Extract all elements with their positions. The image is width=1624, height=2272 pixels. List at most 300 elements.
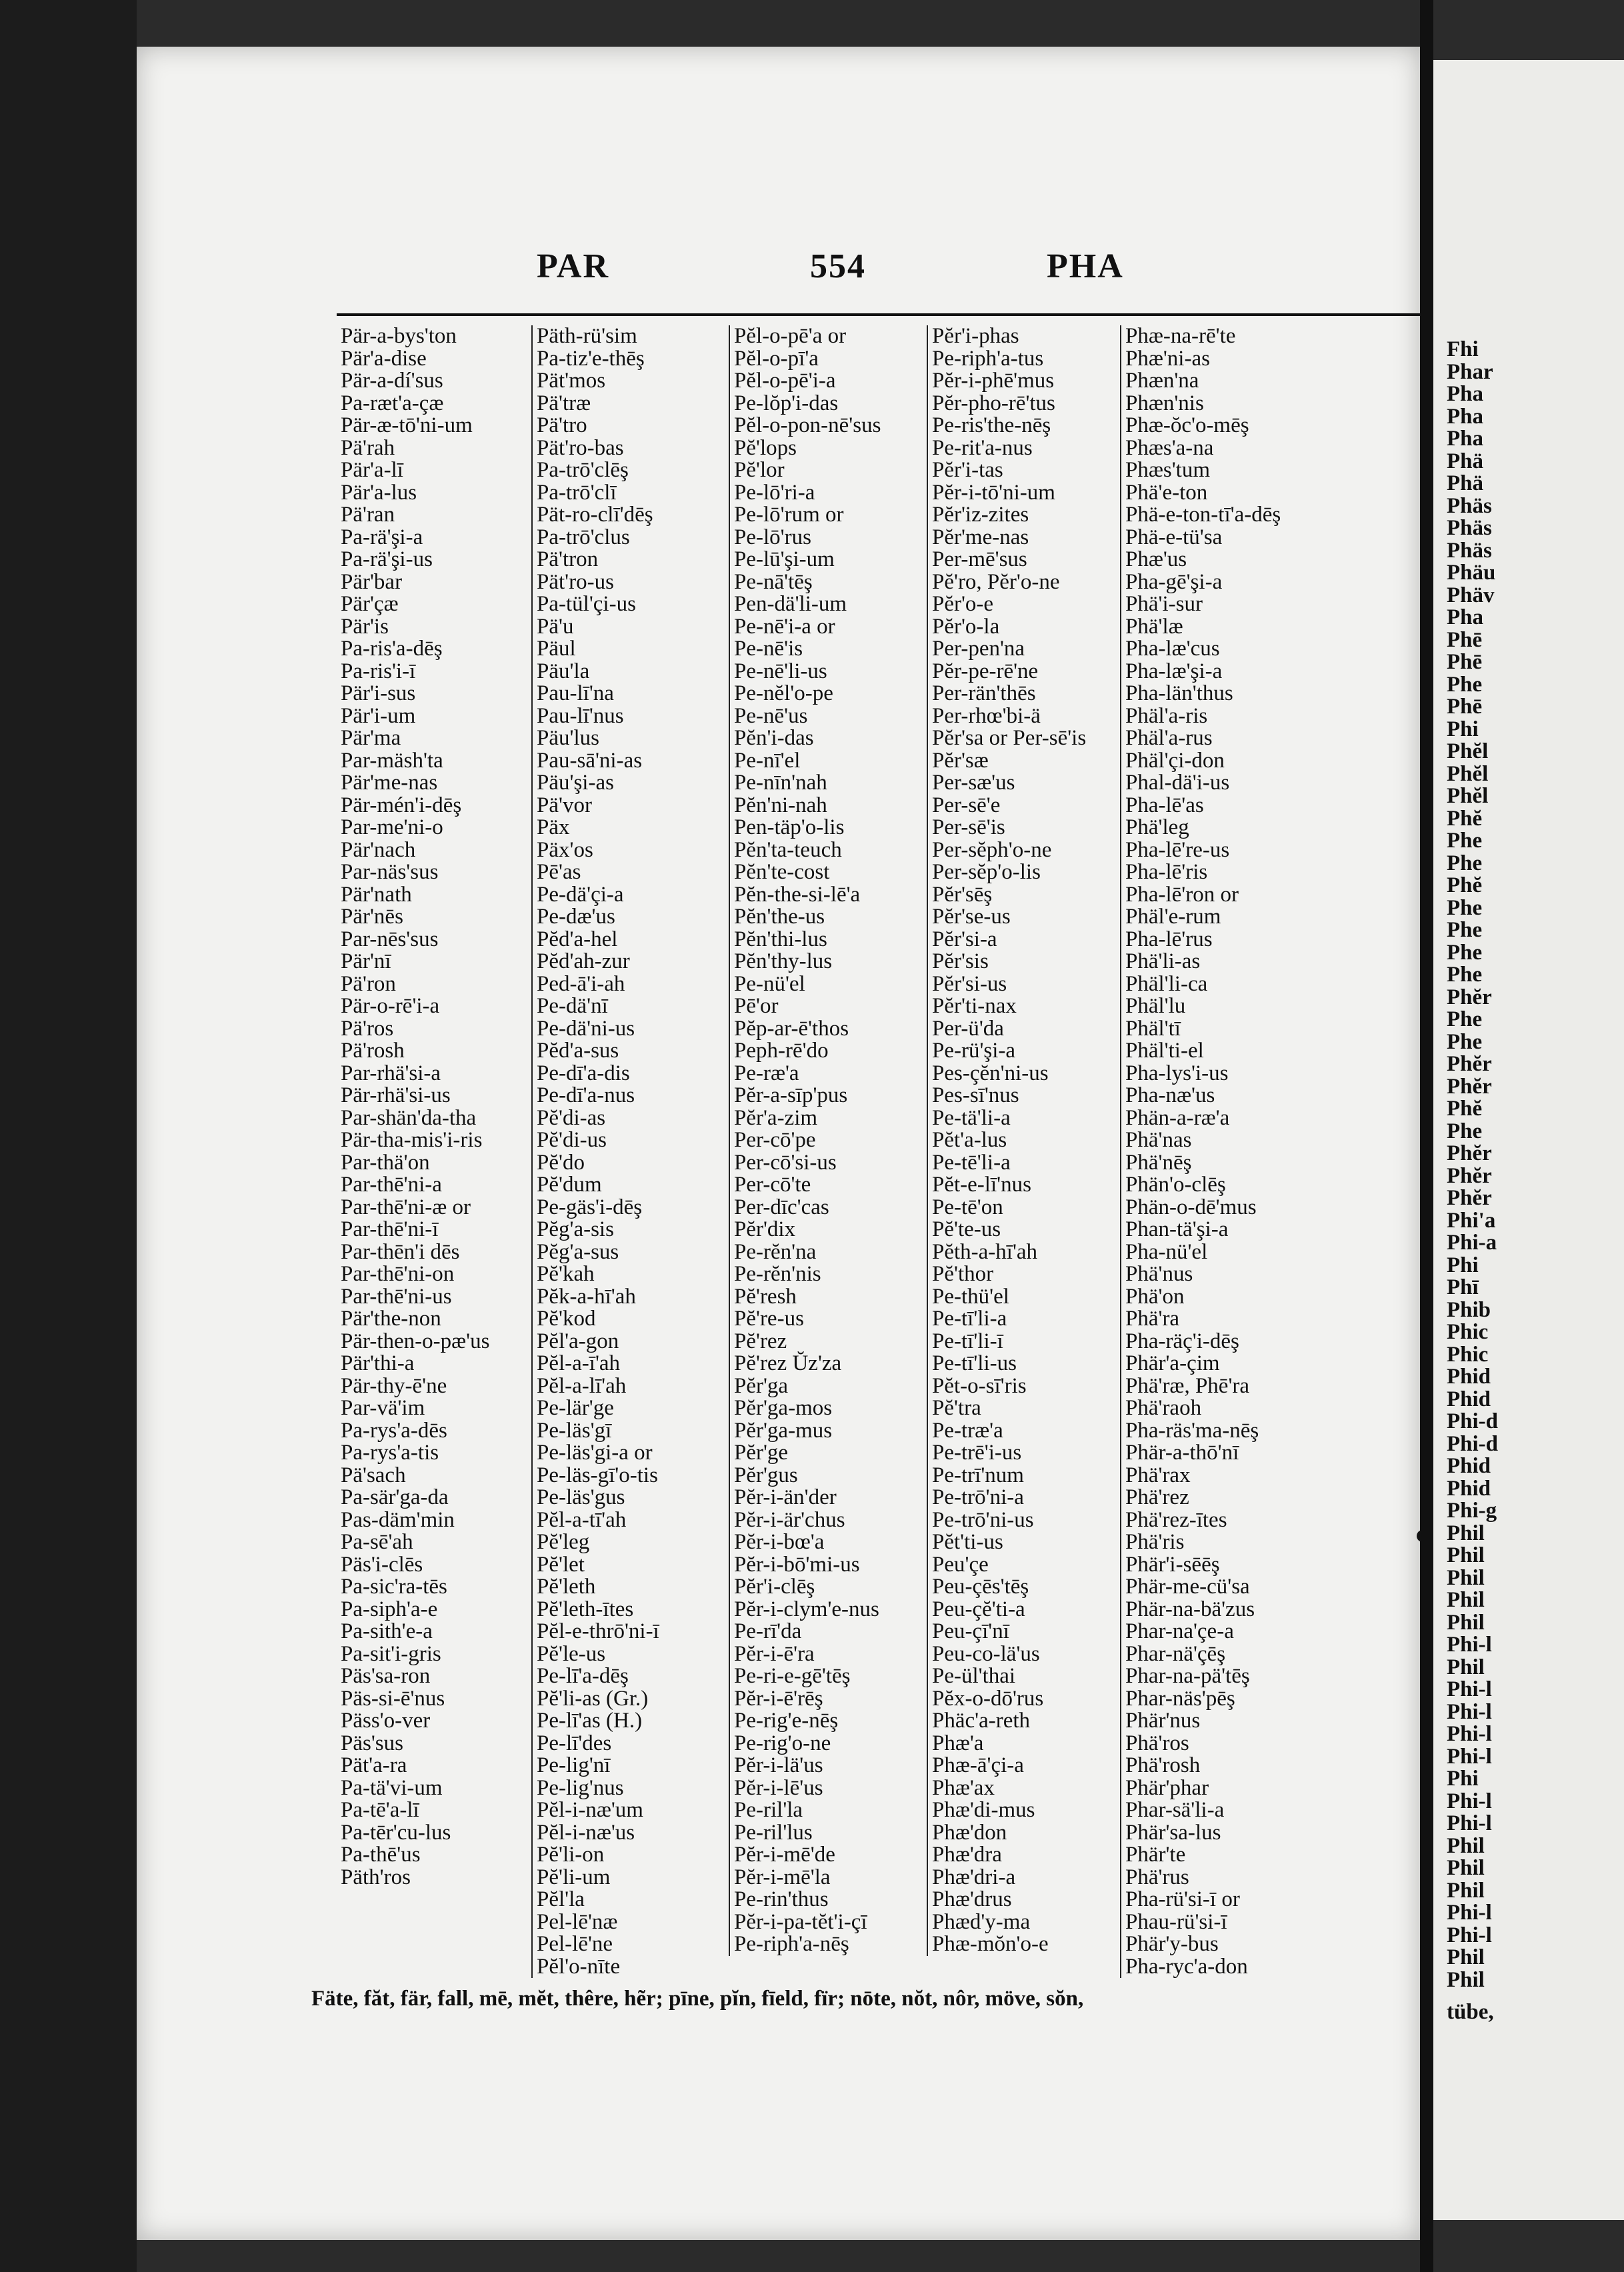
dictionary-entry: Pe-trē'i-us — [932, 1441, 1022, 1465]
dictionary-entry: Phär'y-bus — [1125, 1932, 1219, 1956]
dictionary-entry: Phä'ræ, Phē'ra — [1125, 1373, 1250, 1398]
right-page-entry: Phil — [1447, 1967, 1485, 1992]
dictionary-entry: Pĕ'li-as (Gr.) — [537, 1686, 649, 1711]
dictionary-entry: Pa-rä'şi-a — [341, 525, 423, 549]
dictionary-entry: Phä-e-ton-tī'a-dēş — [1125, 503, 1281, 527]
dictionary-entry: Pe-lū'şi-um — [734, 547, 835, 571]
dictionary-entry: Pĕl-a-lī'ah — [537, 1373, 627, 1398]
dictionary-entry: Pĕn'ni-nah — [734, 793, 827, 817]
dictionary-entry: Pĕr-i-ē'rēş — [734, 1686, 823, 1711]
right-page-footer: tübe, — [1447, 2000, 1494, 2024]
dictionary-entry: Pĕr-i-än'der — [734, 1485, 837, 1509]
dictionary-entry: Pĕn'the-us — [734, 905, 825, 929]
dictionary-entry: Pä'vor — [537, 793, 592, 817]
right-page-entry: Phä — [1447, 449, 1484, 473]
dictionary-entry: Pĕp-ar-ē'thos — [734, 1016, 849, 1041]
dictionary-entry: Per-sē'e — [932, 793, 1001, 817]
dictionary-entry: Pha-räç'i-dēş — [1125, 1329, 1239, 1353]
dictionary-entry: Peu-çēs'tēş — [932, 1575, 1029, 1599]
dictionary-entry: Peu-co-lä'us — [932, 1641, 1040, 1666]
dictionary-entry: Pa-trō'clī — [537, 480, 617, 505]
dictionary-entry: Par-rhä'si-a — [341, 1061, 441, 1085]
dictionary-entry: Par-thē'ni-ī — [341, 1217, 439, 1241]
dictionary-entry: Peu'çe — [932, 1552, 989, 1577]
dictionary-entry: Pa-tēr'cu-lus — [341, 1820, 451, 1845]
dictionary-entry: Pĕ'kod — [537, 1307, 596, 1331]
dictionary-entry: Päx — [537, 815, 570, 839]
dictionary-entry: Pa-tül'çi-us — [537, 592, 636, 616]
dictionary-entry: Pa-tiz'e-thēş — [537, 346, 645, 371]
dictionary-entry: Phæ-ā'çi-a — [932, 1753, 1024, 1777]
dictionary-entry: Pe-dī'a-nus — [537, 1083, 635, 1107]
right-page-entry: Phid — [1447, 1476, 1491, 1501]
dictionary-entry: Pau-lī'nus — [537, 703, 624, 728]
dictionary-entry: Pe-nī'el — [734, 748, 801, 773]
dictionary-entry: Pĕr-i-ē'ra — [734, 1641, 815, 1666]
dictionary-entry: Pa-tä'vi-um — [341, 1775, 443, 1800]
right-page-entry: Phil — [1447, 1565, 1485, 1590]
dictionary-entry: Päss'o-ver — [341, 1709, 431, 1733]
dictionary-entry: Pha-rü'si-ī or — [1125, 1887, 1240, 1911]
scan-dark-margin — [0, 0, 137, 2272]
dictionary-entry: Par-näs'sus — [341, 860, 439, 884]
dictionary-entry: Pĕ'ro, Pĕr'o-ne — [932, 569, 1060, 594]
dictionary-entry: Pe-trō'ni-a — [932, 1485, 1024, 1509]
right-page-entry: Phĕr — [1447, 1074, 1492, 1099]
dictionary-entry: Pe-ræ'a — [734, 1061, 799, 1085]
dictionary-entry: Phäc'a-reth — [932, 1709, 1031, 1733]
dictionary-entry: Pĕ'let — [537, 1552, 585, 1577]
dictionary-entry: Pĕr'o-e — [932, 592, 994, 616]
dictionary-entry: Pē'or — [734, 994, 779, 1018]
dictionary-entry: Pe-nē'li-us — [734, 659, 827, 683]
dictionary-entry: Per-sĕp'o-lis — [932, 860, 1041, 884]
dictionary-entry: Pe-ril'lus — [734, 1820, 813, 1845]
dictionary-entry: Pär'me-nas — [341, 771, 438, 795]
dictionary-entry: Pĕl'o-nīte — [537, 1954, 621, 1979]
dictionary-entry: Pĕr-i-lē'us — [734, 1775, 823, 1800]
dictionary-entry: Pe-gäs'i-dēş — [537, 1195, 643, 1219]
dictionary-entry: Pen-täp'o-lis — [734, 815, 845, 839]
dictionary-entry: Pĕr-pho-rē'tus — [932, 391, 1055, 415]
dictionary-entry: Pe-tī'li-us — [932, 1351, 1017, 1375]
right-page-entry: Phib — [1447, 1297, 1491, 1322]
dictionary-entry: Phæ'a — [932, 1731, 984, 1755]
dictionary-entry: Phär'te — [1125, 1843, 1186, 1867]
dictionary-entry: Phä'ra — [1125, 1307, 1180, 1331]
dictionary-entry: Pĕ'kah — [537, 1262, 595, 1286]
right-page-entry: Pha — [1447, 427, 1484, 451]
right-page-entry: Phi-l — [1447, 1744, 1492, 1769]
dictionary-entry: Pe-lig'nī — [537, 1753, 611, 1777]
dictionary-entry: Pe-nē'is — [734, 637, 803, 661]
dictionary-entry: Pär-tha-mis'i-ris — [341, 1128, 483, 1152]
header-guide-word-right: PHA — [1047, 247, 1124, 285]
dictionary-entry: Phar-sä'li-a — [1125, 1798, 1225, 1822]
dictionary-entry: Pĕr'sa or Per-sē'is — [932, 726, 1087, 750]
right-page-entry: Pha — [1447, 605, 1484, 629]
dictionary-entry: Pe-lŏp'i-das — [734, 391, 839, 415]
dictionary-entry: Pät-ro-clī'dēş — [537, 503, 653, 527]
dictionary-entry: Phär'nus — [1125, 1709, 1201, 1733]
right-page-entry: Phi-l — [1447, 1789, 1492, 1813]
dictionary-entry: Pĕr'ga-mos — [734, 1396, 833, 1420]
dictionary-entry: Pĕl-o-pē'i-a — [734, 369, 836, 393]
dictionary-entry: Pär'is — [341, 614, 389, 639]
right-page-entry: Phil — [1447, 1588, 1485, 1612]
right-page-entry: Phē — [1447, 627, 1483, 652]
right-page-column — [1447, 339, 1620, 1991]
dictionary-entry: Pĕr-a-sīp'pus — [734, 1083, 848, 1107]
dictionary-entry: Per-cō'pe — [734, 1128, 816, 1152]
dictionary-entry: Pa-rä'şi-us — [341, 547, 433, 571]
right-page-entry: Phe — [1447, 851, 1483, 875]
dictionary-entry: Phä'ris — [1125, 1530, 1185, 1554]
right-page-entry: Phi-a — [1447, 1231, 1497, 1255]
right-page-entry: Phi-l — [1447, 1923, 1492, 1947]
dictionary-entry: Phä'rus — [1125, 1865, 1189, 1889]
dictionary-entry: Pĕr'si-a — [932, 927, 997, 951]
dictionary-entry: Pe-tē'li-a — [932, 1150, 1011, 1175]
right-page-entry: Phar — [1447, 359, 1493, 384]
right-page-entry: Phĕ — [1447, 873, 1483, 897]
dictionary-entry: Pä'ran — [341, 503, 395, 527]
dictionary-entry: Pa-trō'clus — [537, 525, 630, 549]
right-page-entry: Phil — [1447, 1833, 1485, 1858]
dictionary-entry: Pär'nī — [341, 949, 391, 973]
dictionary-entry: Pä'træ — [537, 391, 591, 415]
dictionary-entry: Pe-läs'gi-a or — [537, 1441, 653, 1465]
dictionary-entry: Par-thē'ni-on — [341, 1262, 455, 1286]
dictionary-entry: Phäl'e-rum — [1125, 905, 1221, 929]
dictionary-entry: Phär'phar — [1125, 1775, 1209, 1800]
word-column-1 — [337, 325, 534, 1889]
dictionary-entry: Phär-me-cü'sa — [1125, 1575, 1250, 1599]
right-page-entry: Phil — [1447, 1521, 1485, 1545]
dictionary-entry: Pe-rin'thus — [734, 1887, 829, 1911]
dictionary-entry: Pĕr'si-us — [932, 971, 1007, 996]
dictionary-entry: Pe-lī'des — [537, 1731, 612, 1755]
right-page-entry: Phi-l — [1447, 1722, 1492, 1746]
dictionary-entry: Phäl'çi-don — [1125, 748, 1225, 773]
dictionary-entry: Pär-thy-ē'ne — [341, 1373, 447, 1398]
dictionary-entry: Pĕr'me-nas — [932, 525, 1029, 549]
dictionary-entry: Phar-näs'pēş — [1125, 1686, 1235, 1711]
dictionary-entry: Phæ'don — [932, 1820, 1007, 1845]
dictionary-entry: Pĕ'lor — [734, 458, 785, 482]
dictionary-entry: Per-sē'is — [932, 815, 1005, 839]
dictionary-entry: Pĕx-o-dō'rus — [932, 1686, 1044, 1711]
dictionary-entry: Phæ'us — [1125, 547, 1187, 571]
dictionary-entry: Päs'sa-ron — [341, 1664, 431, 1688]
dictionary-entry: Phæd'y-ma — [932, 1909, 1031, 1934]
dictionary-entry: Pe-lō'rum or — [734, 503, 844, 527]
dictionary-entry: Pe-nā'tēş — [734, 569, 813, 594]
dictionary-entry: Päs'sus — [341, 1731, 403, 1755]
dictionary-entry: Pha-ryc'a-don — [1125, 1954, 1248, 1979]
dictionary-entry: Pĕ'le-us — [537, 1641, 606, 1666]
right-page-entry: Phĕl — [1447, 761, 1489, 786]
dictionary-entry: Phär'i-sēēş — [1125, 1552, 1220, 1577]
dictionary-entry: Pen-dä'li-um — [734, 592, 847, 616]
dictionary-entry: Pa-sith'e-a — [341, 1619, 433, 1643]
dictionary-entry: Päul — [537, 637, 576, 661]
dictionary-entry: Pe-nē'us — [734, 703, 808, 728]
dictionary-entry: Pĕ'li-um — [537, 1865, 611, 1889]
dictionary-entry: Pät'ro-us — [537, 569, 614, 594]
dictionary-entry: Pha-lys'i-us — [1125, 1061, 1229, 1085]
dictionary-entry: Pe-lī'a-dēş — [537, 1664, 629, 1688]
dictionary-entry: Per-cō'te — [734, 1173, 811, 1197]
dictionary-entry: Pär'thi-a — [341, 1351, 415, 1375]
dictionary-entry: Pĕl'a-gon — [537, 1329, 619, 1353]
dictionary-entry: Pha-nü'el — [1125, 1239, 1208, 1264]
dictionary-entry: Phär'sa-lus — [1125, 1820, 1221, 1845]
dictionary-entry: Pe-trī'num — [932, 1463, 1024, 1487]
dictionary-entry: Pe-tä'li-a — [932, 1105, 1011, 1130]
dictionary-entry: Pĕr-i-pa-tĕt'i-çī — [734, 1909, 867, 1934]
dictionary-entry: Pĕ're-us — [734, 1307, 804, 1331]
dictionary-entry: Pe-rī'da — [734, 1619, 802, 1643]
dictionary-entry: Par-thēn'i dēs — [341, 1239, 460, 1264]
right-page-entry: Phä — [1447, 471, 1484, 495]
dictionary-entry: Phæ-na-rē'te — [1125, 324, 1236, 348]
dictionary-entry: Päth'ros — [341, 1865, 411, 1889]
dictionary-entry: Pa-tē'a-lī — [341, 1798, 419, 1822]
dictionary-entry: Pe-dä'nī — [537, 994, 608, 1018]
dictionary-entry: Pē'as — [537, 860, 581, 884]
dictionary-entry: Pe-trō'ni-us — [932, 1507, 1034, 1532]
right-page-entry: Phäs — [1447, 538, 1492, 563]
dictionary-entry: Pĕr'iz-zites — [932, 503, 1029, 527]
dictionary-entry: Phäl'lu — [1125, 994, 1186, 1018]
dictionary-entry: Par-thē'ni-a — [341, 1173, 442, 1197]
right-page-entry: Phi'a — [1447, 1208, 1496, 1233]
dictionary-entry: Pe-nīn'nah — [734, 771, 827, 795]
dictionary-entry: Pĕg'a-sus — [537, 1239, 619, 1264]
dictionary-entry: Pĕd'a-sus — [537, 1039, 619, 1063]
dictionary-entry: Per-rän'thēs — [932, 681, 1036, 705]
dictionary-entry: Pĕn'te-cost — [734, 860, 830, 884]
dictionary-entry: Pär'nēs — [341, 905, 403, 929]
dictionary-entry: Pĕr-i-clym'e-nus — [734, 1597, 879, 1621]
right-page-entry: Phē — [1447, 650, 1483, 674]
dictionary-entry: Pĕg'a-sis — [537, 1217, 614, 1241]
dictionary-entry: Pĕr'o-la — [932, 614, 1000, 639]
dictionary-entry: Phä'læ — [1125, 614, 1183, 639]
dictionary-entry: Pĕr'i-tas — [932, 458, 1003, 482]
dictionary-entry: Pĕ'thor — [932, 1262, 994, 1286]
dictionary-entry: Peph-rē'do — [734, 1039, 829, 1063]
dictionary-entry: Phan-tä'şi-a — [1125, 1217, 1229, 1241]
dictionary-entry: Pha-lē'as — [1125, 793, 1204, 817]
dictionary-entry: Pha-læ'şi-a — [1125, 659, 1223, 683]
dictionary-entry: Phau-rü'si-ī — [1125, 1909, 1227, 1934]
dictionary-entry: Per-cō'si-us — [734, 1150, 837, 1175]
dictionary-entry: Phäl'ti-el — [1125, 1039, 1204, 1063]
dictionary-entry: Pha-lē're-us — [1125, 837, 1230, 862]
dictionary-entry: Peu-çī'nī — [932, 1619, 1009, 1643]
right-page-edge — [1433, 60, 1624, 2220]
dictionary-entry: Phæn'na — [1125, 369, 1199, 393]
dictionary-entry: Per-rhœ'bi-ä — [932, 703, 1041, 728]
dictionary-entry: Pĕl-e-thrō'ni-ī — [537, 1619, 659, 1643]
dictionary-entry: Päs-si-ē'nus — [341, 1686, 445, 1711]
dictionary-entry: Pär-rhä'si-us — [341, 1083, 451, 1107]
dictionary-entry: Pĕn'i-das — [734, 726, 814, 750]
dictionary-entry: Pa-sē'ah — [341, 1530, 413, 1554]
dictionary-entry: Pe-rĕn'na — [734, 1239, 817, 1264]
dictionary-entry: Per-pen'na — [932, 637, 1025, 661]
dictionary-entry: Par-shän'da-tha — [341, 1105, 477, 1130]
dictionary-entry: Pĕr'sis — [932, 949, 989, 973]
dictionary-entry: Pes-sī'nus — [932, 1083, 1019, 1107]
dictionary-entry: Phä-e-tü'sa — [1125, 525, 1223, 549]
right-page-entry: Phe — [1447, 895, 1483, 920]
right-page-entry: Phi-l — [1447, 1811, 1492, 1835]
dictionary-entry: Pau-sā'ni-as — [537, 748, 643, 773]
dictionary-entry: Pa-ris'i-ī — [341, 659, 416, 683]
dictionary-entry: Päu'şi-as — [537, 771, 614, 795]
dictionary-entry: Pä'ron — [341, 971, 396, 996]
right-page-entry: Phäv — [1447, 583, 1495, 607]
dictionary-entry: Phæs'tum — [1125, 458, 1210, 482]
dictionary-entry: Par-me'ni-o — [341, 815, 443, 839]
right-page-entry: Phi-g — [1447, 1499, 1497, 1523]
dictionary-entry: Per-ü'da — [932, 1016, 1004, 1041]
right-page-entry: Phil — [1447, 1878, 1485, 1903]
dictionary-entry: Pĕ'leth-ītes — [537, 1597, 634, 1621]
dictionary-entry: Pe-nĕl'o-pe — [734, 681, 833, 705]
dictionary-entry: Phär-a-thō'nī — [1125, 1441, 1239, 1465]
dictionary-entry: Pe-tī'li-ī — [932, 1329, 1003, 1353]
dictionary-entry: Phä'ros — [1125, 1731, 1189, 1755]
right-page-entry: Phĕr — [1447, 1141, 1492, 1165]
dictionary-entry: Pĕt'ti-us — [932, 1530, 1003, 1554]
dictionary-entry: Päs'i-clēs — [341, 1552, 423, 1577]
dictionary-entry: Phar-na'çe-a — [1125, 1619, 1234, 1643]
dictionary-entry: Pär'i-um — [341, 703, 416, 728]
dictionary-entry: Pe-dä'çi-a — [537, 882, 624, 907]
dictionary-entry: Pe-rü'şi-a — [932, 1039, 1016, 1063]
dictionary-entry: Pär'a-lus — [341, 480, 417, 505]
dictionary-entry: Pe-thü'el — [932, 1284, 1009, 1309]
dictionary-entry: Pe-lär'ge — [537, 1396, 614, 1420]
dictionary-entry: Pe-rig'o-ne — [734, 1731, 831, 1755]
dictionary-entry: Pel-lē'næ — [537, 1909, 618, 1934]
word-column-5 — [1120, 325, 1365, 1978]
dictionary-entry: Pĕt'a-lus — [932, 1128, 1007, 1152]
dictionary-entry: Pe-lig'nus — [537, 1775, 624, 1800]
dictionary-entry: Pär-a-bys'ton — [341, 324, 457, 348]
dictionary-entry: Pĕth-a-hī'ah — [932, 1239, 1038, 1264]
right-page-entry: Phe — [1447, 918, 1483, 942]
right-page-entry: Phī — [1447, 1275, 1479, 1299]
dictionary-entry: Phä'li-as — [1125, 949, 1201, 973]
dictionary-entry: Peu-çĕ'ti-a — [932, 1597, 1025, 1621]
dictionary-entry: Phæ'di-mus — [932, 1798, 1035, 1822]
dictionary-entry: Pha-næ'us — [1125, 1083, 1215, 1107]
dictionary-entry: Phä'leg — [1125, 815, 1189, 839]
dictionary-entry: Phän-a-ræ'a — [1125, 1105, 1230, 1130]
right-page-entry: Phil — [1447, 1655, 1485, 1679]
dictionary-entry: Pĕ'di-as — [537, 1105, 606, 1130]
dictionary-entry: Pär-a-dí'sus — [341, 369, 443, 393]
dictionary-entry: Phäl'a-rus — [1125, 726, 1213, 750]
dictionary-entry: Pa-sär'ga-da — [341, 1485, 449, 1509]
dictionary-entry: Pĕ'lops — [734, 435, 797, 460]
dictionary-entry: Phä'rax — [1125, 1463, 1191, 1487]
header-rule — [337, 313, 1447, 316]
dictionary-entry: Phär'a-çim — [1125, 1351, 1220, 1375]
dictionary-entry: Par-nēs'sus — [341, 927, 439, 951]
dictionary-entry: Pät'mos — [537, 369, 606, 393]
dictionary-entry: Pĕl-o-pon-nē'sus — [734, 413, 881, 437]
dictionary-entry: Phäl'li-ca — [1125, 971, 1208, 996]
dictionary-entry: Per-dīc'cas — [734, 1195, 829, 1219]
right-page-entry: Phäu — [1447, 561, 1496, 585]
right-page-entry: Phic — [1447, 1320, 1489, 1344]
dictionary-entry: Par-mäsh'ta — [341, 748, 443, 773]
dictionary-entry: Phä'raoh — [1125, 1396, 1202, 1420]
dictionary-entry: Pĕ'rez Ŭz'za — [734, 1351, 842, 1375]
dictionary-entry: Pa-trō'clēş — [537, 458, 629, 482]
dictionary-entry: Pe-nü'el — [734, 971, 805, 996]
right-page-entry: Phi-l — [1447, 1901, 1492, 1925]
dictionary-entry: Pas-däm'min — [341, 1507, 455, 1532]
dictionary-entry: Pär-then-o-pæ'us — [341, 1329, 490, 1353]
dictionary-entry: Pĕr'ge — [734, 1441, 789, 1465]
right-page-entry: Phe — [1447, 1007, 1483, 1031]
dictionary-entry: Pa-sit'i-gris — [341, 1641, 441, 1666]
dictionary-entry: Pĕl'la — [537, 1887, 585, 1911]
right-page-entry: Pha — [1447, 382, 1484, 406]
left-page — [137, 47, 1420, 2240]
dictionary-entry: Pĕl-o-pī'a — [734, 346, 819, 371]
dictionary-entry: Phæ'drus — [932, 1887, 1012, 1911]
dictionary-entry: Pĕr'i-clēş — [734, 1575, 815, 1599]
dictionary-entry: Pĕr-i-mē'la — [734, 1865, 831, 1889]
dictionary-entry: Pe-ül'thai — [932, 1664, 1016, 1688]
dictionary-entry: Pĕ'tra — [932, 1396, 981, 1420]
dictionary-entry: Per-mē'sus — [932, 547, 1027, 571]
dictionary-entry: Pe-tē'on — [932, 1195, 1003, 1219]
book-gutter — [1420, 0, 1433, 2272]
dictionary-entry: Pa-ris'a-dēş — [341, 637, 443, 661]
right-page-entry: Phid — [1447, 1454, 1491, 1478]
word-column-2 — [531, 325, 730, 1978]
dictionary-entry: Pe-rit'a-nus — [932, 435, 1033, 460]
right-page-entry: Phil — [1447, 1856, 1485, 1880]
dictionary-entry: Pĕ'dum — [537, 1173, 602, 1197]
dictionary-entry: Pĕ'do — [537, 1150, 585, 1175]
dictionary-entry: Pa-sic'ra-tēs — [341, 1575, 447, 1599]
header-guide-word-left: PAR — [537, 247, 610, 285]
right-page-entry: Phe — [1447, 1119, 1483, 1143]
dictionary-entry: Pĕn'thi-lus — [734, 927, 827, 951]
dictionary-entry: Pe-läs'gī — [537, 1418, 612, 1443]
right-page-entry: Phĕr — [1447, 1052, 1492, 1076]
right-page-entry: Phe — [1447, 1029, 1483, 1054]
dictionary-entry: Pĕr-i-lä'us — [734, 1753, 823, 1777]
dictionary-entry: Pä'u — [537, 614, 574, 639]
right-page-entry: Phi-d — [1447, 1409, 1499, 1433]
dictionary-entry: Phäl'a-ris — [1125, 703, 1208, 728]
dictionary-entry: Pa-rys'a-tis — [341, 1441, 439, 1465]
dictionary-entry: Pa-ræt'a-çæ — [341, 391, 444, 415]
dictionary-entry: Pĕr'dix — [734, 1217, 796, 1241]
dictionary-entry: Pär'nath — [341, 882, 412, 907]
